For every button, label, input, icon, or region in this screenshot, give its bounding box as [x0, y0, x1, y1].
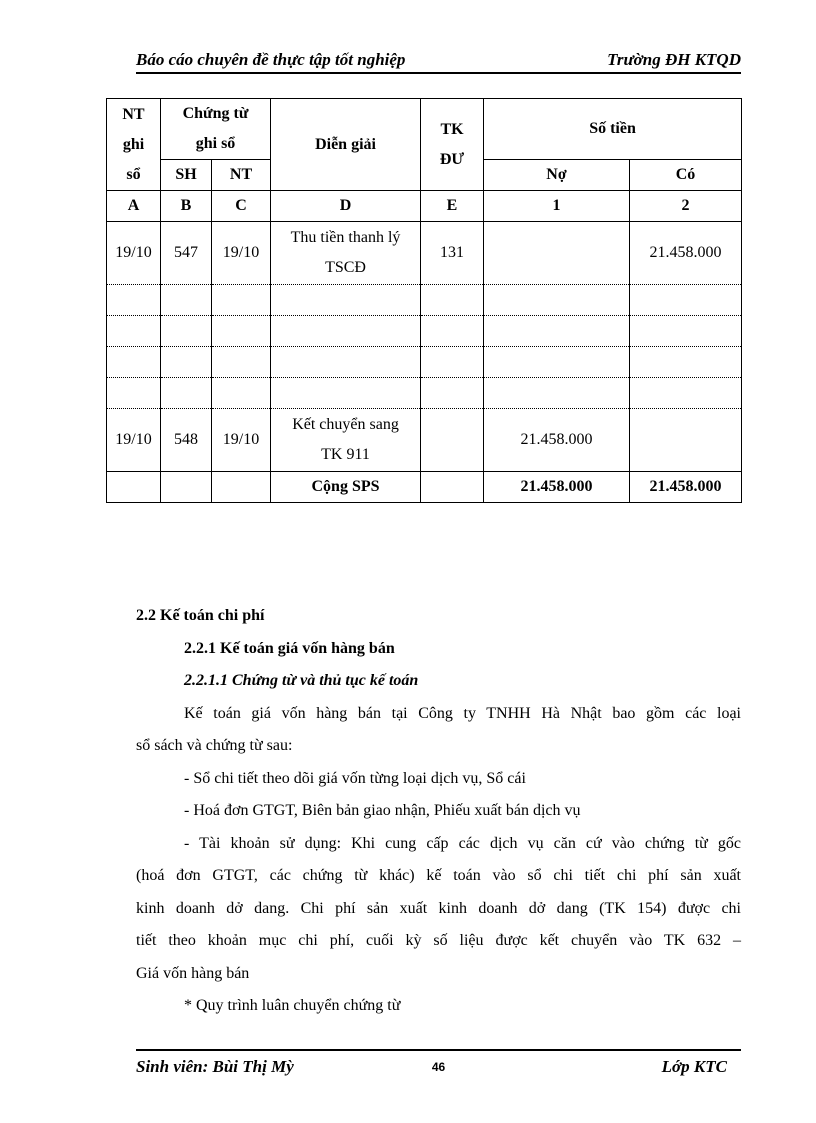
table-row: [107, 409, 742, 472]
row-no: 21.458.000: [484, 409, 630, 472]
code-cell: D: [271, 191, 421, 222]
table-row-empty: [107, 285, 742, 316]
row-co: 21.458.000: [630, 222, 742, 285]
col-nt-ghi-so: NT ghi sổ: [107, 99, 161, 191]
header-university: Trường ĐH KTQD: [607, 50, 741, 69]
bullet-item: * Quy trình luân chuyển chứng từ: [184, 997, 401, 1014]
footer-class: Lớp KTC: [661, 1057, 727, 1076]
row-co: [630, 409, 742, 472]
paragraph-line: sổ sách và chứng từ sau:: [136, 737, 293, 754]
page-header: [136, 50, 741, 74]
table-total-row: [107, 472, 742, 503]
row-no: [484, 222, 630, 285]
table-row-empty: [107, 316, 742, 347]
row-desc: Kết chuyển sang TK 911: [271, 409, 421, 472]
table-code-row: [107, 191, 742, 222]
code-cell: 2: [630, 191, 742, 222]
subsubsection-heading: 2.2.1.1 Chứng từ và thủ tục kế toán: [184, 672, 419, 689]
col-dien-giai: Diễn giải: [271, 99, 421, 191]
bullet-item: - Hoá đơn GTGT, Biên bản giao nhận, Phiếu xuất bán dịch vụ: [184, 802, 581, 819]
col-co: Có: [630, 160, 742, 191]
col-so-tien: Số tiền: [484, 99, 742, 160]
total-no: 21.458.000: [484, 472, 630, 503]
row-nt: 19/10: [212, 222, 271, 285]
bullet-item: - Sổ chi tiết theo dõi giá vốn từng loại dịch vụ, Sổ cái: [184, 769, 526, 787]
paragraph-line: kinh doanh dở dang. Chi phí sản xuất kinh doanh dở dang (TK 154) được chi: [136, 899, 741, 917]
code-cell: C: [212, 191, 271, 222]
row-tk: [421, 409, 484, 472]
paragraph-line: Kế toán giá vốn hàng bán tại Công ty TNHH Hà Nhật bao gồm các loại: [184, 704, 741, 722]
row-sh: 548: [161, 409, 212, 472]
col-sh: SH: [161, 160, 212, 191]
row-desc: Thu tiền thanh lý TSCĐ: [271, 222, 421, 285]
col-no: Nợ: [484, 160, 630, 191]
paragraph-line: tiết theo khoản mục chi phí, cuối kỳ số liệu được kết chuyển vào TK 632 –: [136, 932, 741, 949]
code-cell: E: [421, 191, 484, 222]
table-header-row: [107, 99, 742, 160]
paragraph-line: Giá vốn hàng bán: [136, 964, 250, 982]
section-heading: 2.2 Kế toán chi phí: [136, 607, 265, 624]
page-number: 46: [431, 1060, 446, 1074]
row-date: 19/10: [107, 409, 161, 472]
code-cell: A: [107, 191, 161, 222]
page-footer: [136, 1049, 741, 1079]
header-report-title: Báo cáo chuyên đề thực tập tốt nghiệp: [136, 50, 406, 69]
code-cell: B: [161, 191, 212, 222]
table-row: [107, 222, 742, 285]
row-sh: 547: [161, 222, 212, 285]
row-date: 19/10: [107, 222, 161, 285]
page-content: [136, 600, 741, 1023]
paragraph-line: (hoá đơn GTGT, các chứng từ khác) kế toán vào sổ chi tiết chi phí sản xuất: [136, 867, 741, 884]
col-tk-du: TK ĐƯ: [421, 99, 484, 191]
total-co: 21.458.000: [630, 472, 742, 503]
paragraph-line: - Tài khoản sử dụng: Khi cung cấp các dịch vụ căn cứ vào chứng từ gốc: [184, 834, 741, 852]
total-label: Cộng SPS: [271, 472, 421, 503]
row-tk: 131: [421, 222, 484, 285]
table-row-empty: [107, 347, 742, 378]
ledger-table: [106, 98, 742, 503]
row-nt: 19/10: [212, 409, 271, 472]
subsection-heading: 2.2.1 Kế toán giá vốn hàng bán: [184, 639, 395, 657]
code-cell: 1: [484, 191, 630, 222]
footer-student: Sinh viên: Bùi Thị Mỳ: [136, 1057, 294, 1076]
col-nt: NT: [212, 160, 271, 191]
col-chung-tu: Chứng từ ghi sổ: [161, 99, 271, 160]
table-row-empty: [107, 378, 742, 409]
